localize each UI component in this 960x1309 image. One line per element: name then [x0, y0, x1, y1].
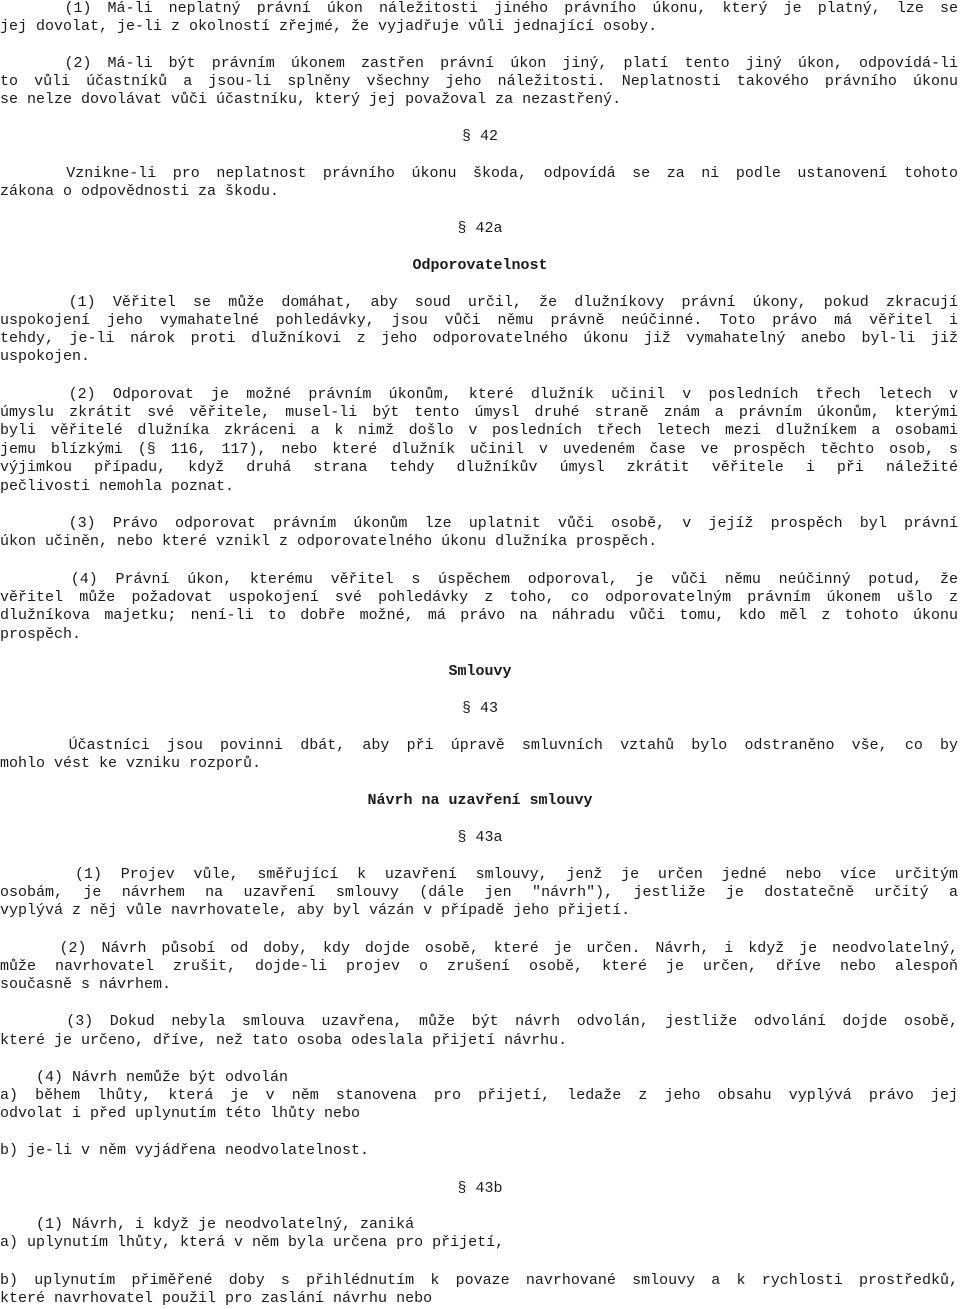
- paragraph-line: (2) Odporovat je možné právním úkonům, které dlužník učinil v posledních třech letech v: [0, 386, 958, 403]
- paragraph-line: uspokojen.: [0, 348, 91, 365]
- section-heading: Odporovatelnost: [412, 257, 548, 274]
- paragraph-line: které navrhovatel použil pro zaslání návrhu nebo: [0, 1290, 433, 1307]
- paragraph-line: (2) Návrh působí od doby, kdy dojde osobě, které je určen. Návrh, i když je neodvolatelný,: [0, 940, 958, 957]
- paragraph-line: může navrhovatel zrušit, dojde-li projev o zrušení osobě, které je určen, dříve nebo alespoň: [0, 958, 958, 975]
- paragraph-line: zákona o odpovědnosti za škodu.: [0, 183, 280, 200]
- paragraph-line: (1) Návrh, i když je neodvolatelný, zaniká: [0, 1216, 415, 1233]
- paragraph-line: (4) Právní úkon, kterému věřitel s úspěchem odporoval, je vůči němu neúčinný potud, že: [0, 571, 958, 588]
- paragraph-line: (1) Projev vůle, směřující k uzavření smlouvy, jenž je určen jedné nebo více určitým: [0, 866, 958, 883]
- paragraph-line: byli věřitelé dlužníka zkráceni a k nimž došlo v posledních třech letech mezi dlužníkem a osobami: [0, 422, 958, 439]
- paragraph-line: (2) Má-li být právním úkonem zastřen právní úkon jiný, platí tento jiný úkon, odpovídá-li: [0, 55, 958, 72]
- paragraph-line: odvolat i před uplynutím této lhůty nebo: [0, 1105, 361, 1122]
- paragraph-line: a) během lhůty, která je v něm stanovena pro přijetí, ledaže z jeho obsahu vyplývá právo jej: [0, 1087, 958, 1104]
- paragraph-line: (1) Má-li neplatný právní úkon náležitosti jiného právního úkonu, který je platný, lze se: [0, 0, 958, 17]
- paragraph-line: (1) Věřitel se může domáhat, aby soud určil, že dlužníkovy právní úkony, pokud zkracují: [0, 294, 958, 311]
- section-number: § 43: [461, 700, 498, 717]
- paragraph-line: (3) Dokud nebyla smlouva uzavřena, může být návrh odvolán, jestliže odvolání dojde osobě,: [0, 1013, 958, 1030]
- paragraph-line: pečlivosti nemohla poznat.: [0, 478, 235, 495]
- paragraph-line: věřitel může požadovat uspokojení své pohledávky z toho, co odporovatelným právním úkonem ušlo z: [0, 589, 958, 606]
- paragraph-line: a) uplynutím lhůty, která v něm byla určena pro přijetí,: [0, 1234, 505, 1251]
- paragraph-line: jemu blízkými (§ 116, 117), nebo které dlužník učinil v uvedeném čase ve prospěch těchto osob, s: [0, 441, 958, 458]
- paragraph-line: to vůli účastníků a jsou-li splněny všechny jeho náležitosti. Neplatnosti takového právního úkonu: [0, 73, 958, 90]
- paragraph-line: prospěch.: [0, 626, 82, 643]
- paragraph-line: b) uplynutím přiměřené doby s přihlédnutím k povaze navrhované smlouvy a k rychlosti prostředků,: [0, 1272, 958, 1289]
- paragraph-line: úkon učiněn, nebo které vznikl z odporovatelného úkonu dlužníka prospěch.: [0, 533, 658, 550]
- paragraph-line: (4) Návrh nemůže být odvolán: [0, 1069, 289, 1086]
- paragraph-line: vyplývá z něj vůle navrhovatele, aby byl vázán v případě jeho přijetí.: [0, 902, 631, 919]
- section-heading: Smlouvy: [448, 663, 512, 680]
- paragraph-line: Účastníci jsou povinni dbát, aby při úpravě smluvních vztahů bylo odstraněno vše, co by: [0, 737, 958, 754]
- paragraph-line: uspokojení jeho vymahatelné pohledávky, jsou vůči němu právně neúčinné. Toto právo má věřitel i: [0, 312, 958, 329]
- paragraph-line: (3) Právo odporovat právním úkonům lze uplatnit vůči osobě, v jejíž prospěch byl právní: [0, 515, 958, 532]
- paragraph-line: b) je-li v něm vyjádřena neodvolatelnost.: [0, 1142, 370, 1159]
- paragraph-line: se nelze dovolávat vůči účastníku, který jej považoval za nezastřený.: [0, 91, 622, 108]
- paragraph-line: úmyslu zkrátit své věřitele, musel-li být tento úmysl druhé straně znám a právním úkonům, kterými: [0, 404, 958, 421]
- section-number: § 43b: [457, 1180, 503, 1197]
- section-heading: Návrh na uzavření smlouvy: [367, 792, 593, 809]
- section-number: § 43a: [457, 829, 503, 846]
- paragraph-line: které je určeno, dříve, než tato osoba odeslala přijetí návrhu.: [0, 1032, 568, 1049]
- paragraph-line: dlužníkova majetku; není-li to dobře možné, má právo na náhradu vůči tomu, kdo měl z tohoto úkonu: [0, 607, 958, 624]
- section-number: § 42: [461, 128, 498, 145]
- section-number: § 42a: [457, 220, 503, 237]
- paragraph-line: současně s návrhem.: [0, 976, 172, 993]
- paragraph-line: osobám, je návrhem na uzavření smlouvy (dále jen "návrh"), jestliže je dostatečně určitý a: [0, 884, 958, 901]
- paragraph-line: výjimkou případu, když druhá strana tehdy dlužníkův úmysl zkrátit věřitele i při náležité: [0, 459, 958, 476]
- paragraph-line: Vznikne-li pro neplatnost právního úkonu škoda, odpovídá se za ni podle ustanovení tohoto: [0, 165, 958, 182]
- paragraph-line: jej dovolat, je-li z okolností zřejmé, že vyjadřuje vůli jednající osoby.: [0, 18, 658, 35]
- paragraph-line: tehdy, je-li nárok proti dlužníkovi z jeho odporovatelného úkonu již vymahatelný anebo byl-li již: [0, 330, 958, 347]
- paragraph-line: mohlo vést ke vzniku rozporů.: [0, 755, 262, 772]
